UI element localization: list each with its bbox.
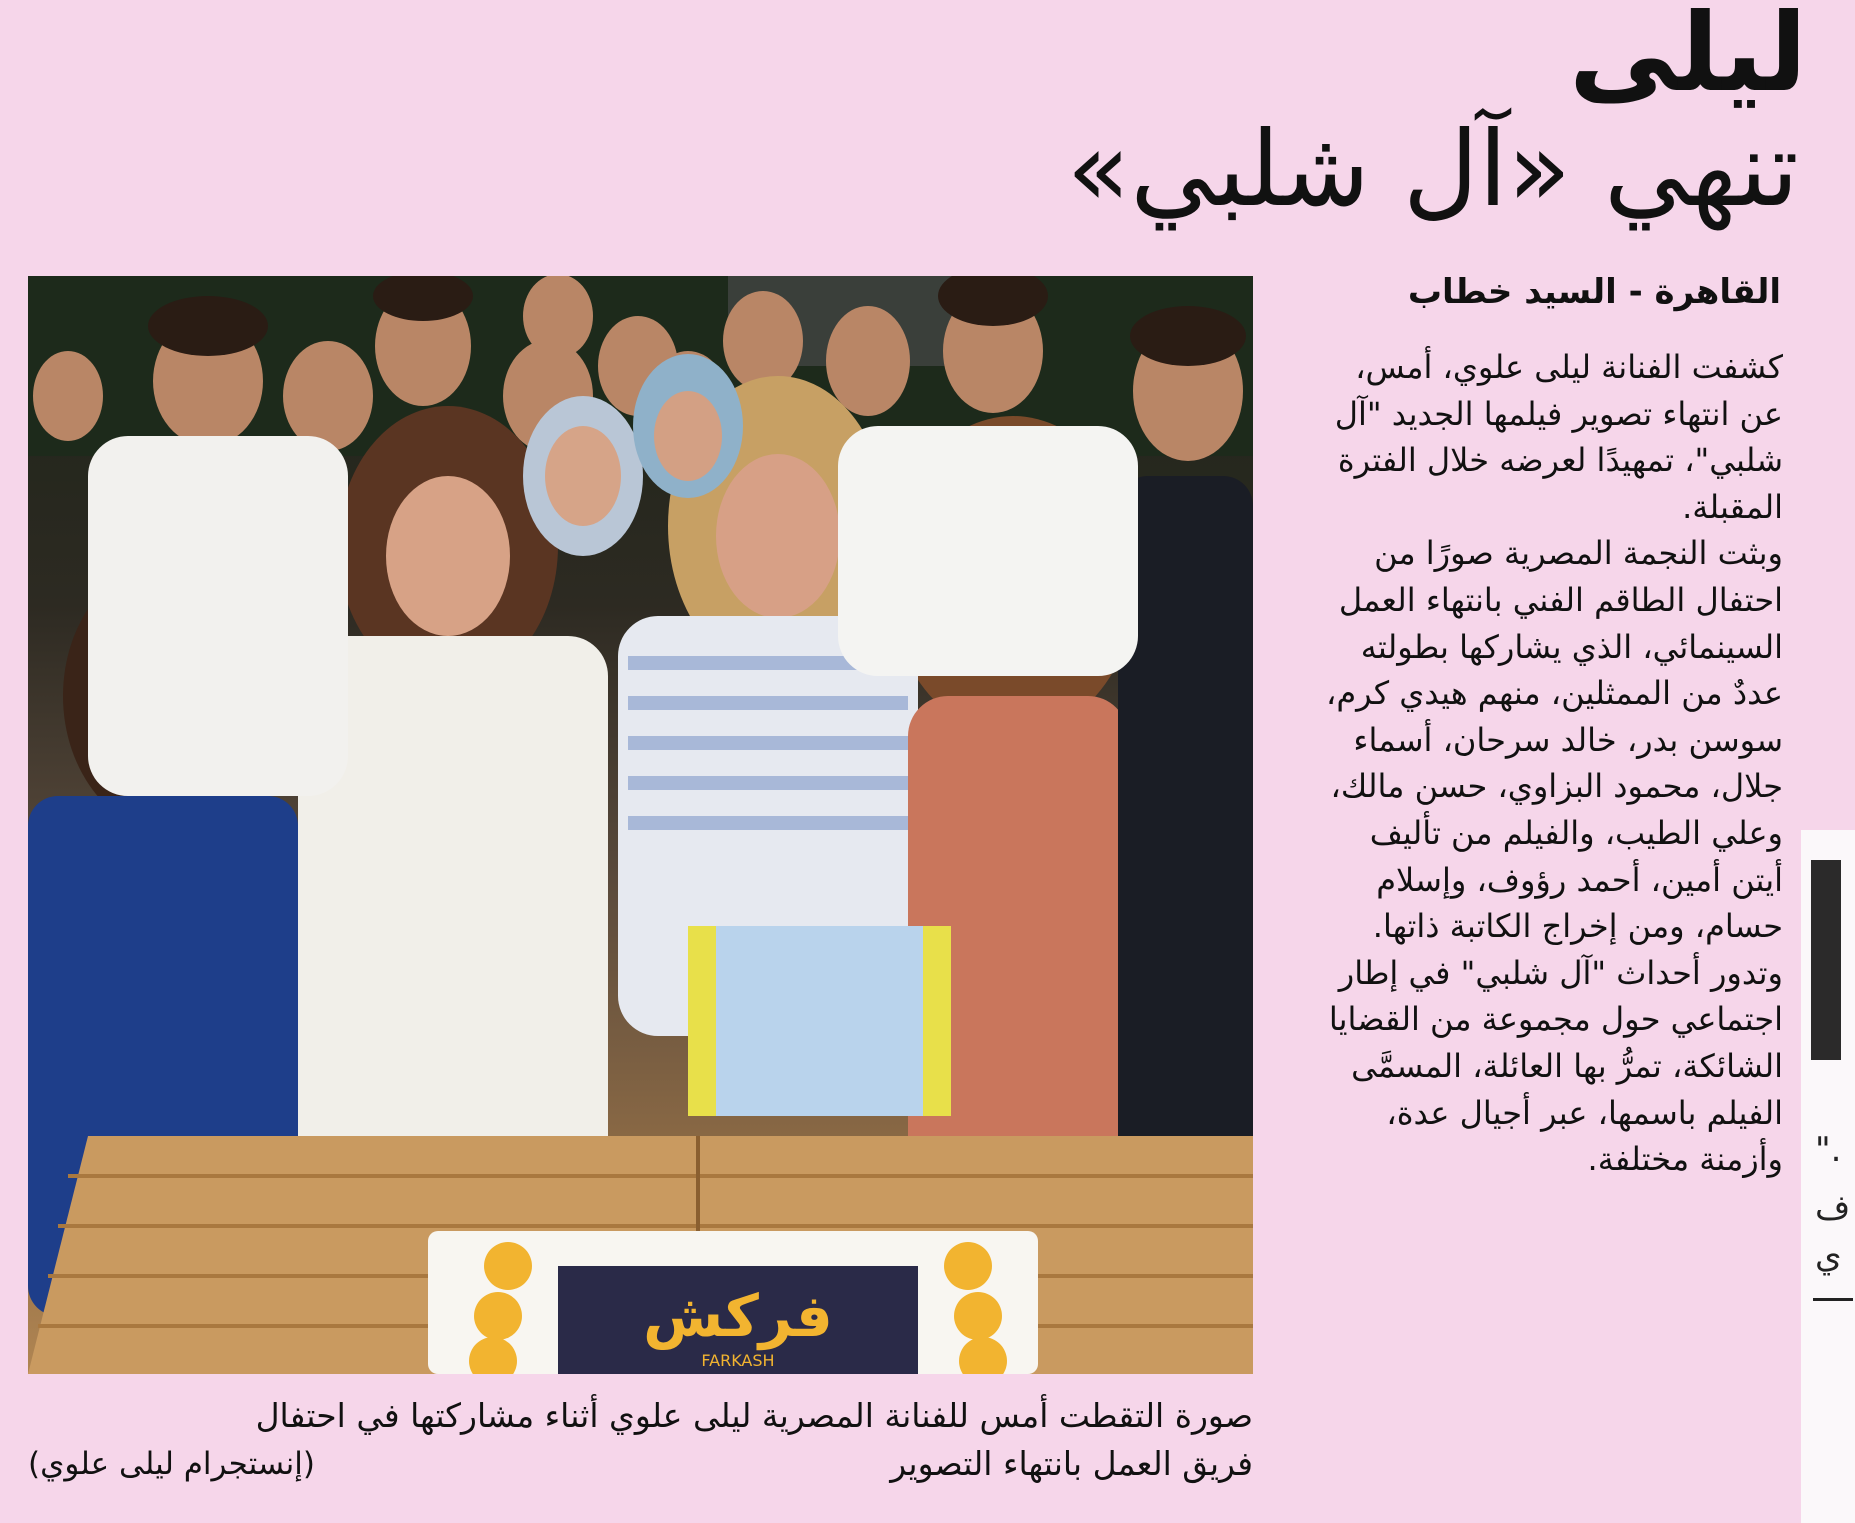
edge-mark-2: ف xyxy=(1815,1188,1851,1228)
byline: القاهرة - السيد خطاب xyxy=(1407,272,1781,312)
photo-caption xyxy=(28,1392,1253,1488)
caption-line-1: صورة التقطت أمس للفنانة المصرية ليلى علوي أثناء مشاركتها في احتفال xyxy=(255,1396,1253,1435)
headline-sub: تنهي «آل شلبي» xyxy=(1066,108,1799,230)
body-paragraph-2: وبثت النجمة المصرية صورًا من احتفال الطاقم الفني بانتهاء العمل السينمائي، الذي يشاركها بطولته عددٌ من الممثلين، منهم هيدي كرم، سوسن بدر، خالد سرحان، أسماء جلال، محمود البزاوي، حسن مالك، وعلي الطيب، والفيلم من تأليف أيتن أمين، أحمد رؤوف، وإسلام حسام، ومن إخراج الكاتبة ذاتها. xyxy=(1326,534,1783,946)
body-paragraph-3: وتدور أحداث "آل شلبي" في إطار اجتماعي حول مجموعة من القضايا الشائكة، تمرُّ بها العائلة، المسمَّى الفيلم باسمها، عبر أجيال عدة، وأزمنة مختلفة. xyxy=(1328,953,1783,1179)
group-photo-icon xyxy=(28,276,1253,1374)
caption-line-2: فريق العمل بانتهاء التصوير xyxy=(890,1444,1253,1483)
cake-subtext: FARKASH xyxy=(701,1351,775,1370)
caption-credit: (إنستجرام ليلى علوي) xyxy=(28,1446,316,1482)
edge-mark-3: ي xyxy=(1815,1236,1842,1276)
adjacent-photo-edge xyxy=(1811,860,1841,1060)
article-photo xyxy=(28,276,1253,1374)
headline-main: ليلى xyxy=(1569,0,1807,116)
cake-text: فركش xyxy=(643,1282,833,1350)
adjacent-page-edge xyxy=(1801,830,1855,1523)
edge-rule xyxy=(1813,1298,1853,1301)
article-body xyxy=(1313,344,1783,1183)
body-paragraph-1: كشفت الفنانة ليلى علوي، أمس، عن انتهاء تصوير فيلمها الجديد "آل شلبي"، تمهيدًا لعرضه خلال الفترة المقبلة. xyxy=(1334,348,1783,526)
edge-mark-1: ". xyxy=(1815,1130,1842,1170)
